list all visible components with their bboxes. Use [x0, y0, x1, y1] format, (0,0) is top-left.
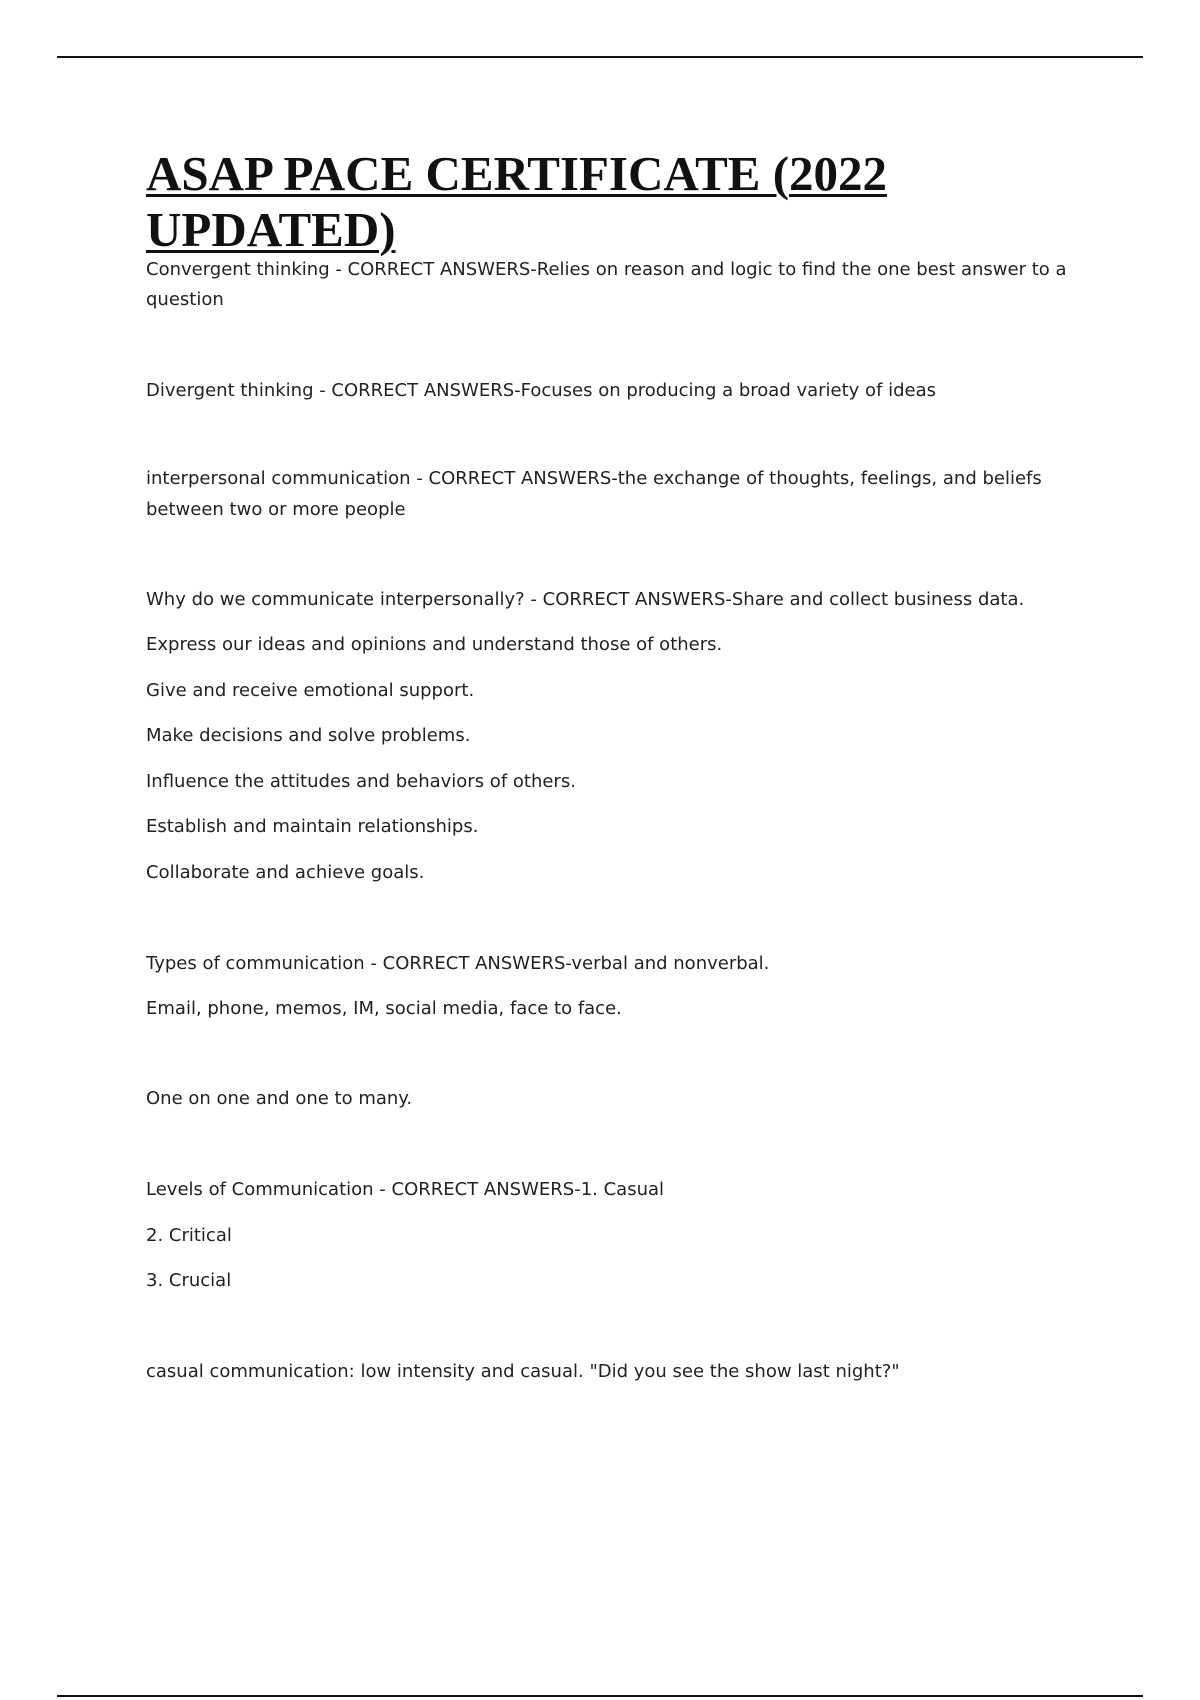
text-line: interpersonal communication - CORRECT ANSWERS-the exchange of thoughts, feelings, and beliefs — [146, 468, 1042, 489]
page-title — [146, 146, 887, 258]
text-line: Collaborate and achieve goals. — [146, 862, 425, 883]
text-line: 2. Critical — [146, 1225, 232, 1246]
text-line: question — [146, 289, 224, 310]
text-line: casual communication: low intensity and casual. "Did you see the show last night?" — [146, 1361, 900, 1382]
text-line: Give and receive emotional support. — [146, 680, 475, 701]
text-line: Express our ideas and opinions and understand those of others. — [146, 634, 723, 655]
text-line: Types of communication - CORRECT ANSWERS-verbal and nonverbal. — [146, 953, 770, 974]
text-line: Email, phone, memos, IM, social media, face to face. — [146, 998, 622, 1019]
text-line: between two or more people — [146, 499, 406, 520]
text-line: Divergent thinking - CORRECT ANSWERS-Focuses on producing a broad variety of ideas — [146, 380, 937, 401]
text-line: Why do we communicate interpersonally? - CORRECT ANSWERS-Share and collect business data. — [146, 589, 1025, 610]
text-line: 3. Crucial — [146, 1270, 232, 1291]
text-line: Establish and maintain relationships. — [146, 816, 479, 837]
text-line: One on one and one to many. — [146, 1088, 413, 1109]
footer-rule — [57, 1695, 1143, 1697]
title-line-1: ASAP PACE CERTIFICATE (2022 — [146, 146, 888, 201]
text-line: Levels of Communication - CORRECT ANSWERS-1. Casual — [146, 1179, 665, 1200]
text-line: Make decisions and solve problems. — [146, 725, 471, 746]
text-line: Convergent thinking - CORRECT ANSWERS-Relies on reason and logic to find the one best answer to a — [146, 259, 1067, 280]
title-line-2: UPDATED) — [146, 202, 396, 257]
header-rule — [57, 56, 1143, 58]
text-line: Influence the attitudes and behaviors of others. — [146, 771, 576, 792]
